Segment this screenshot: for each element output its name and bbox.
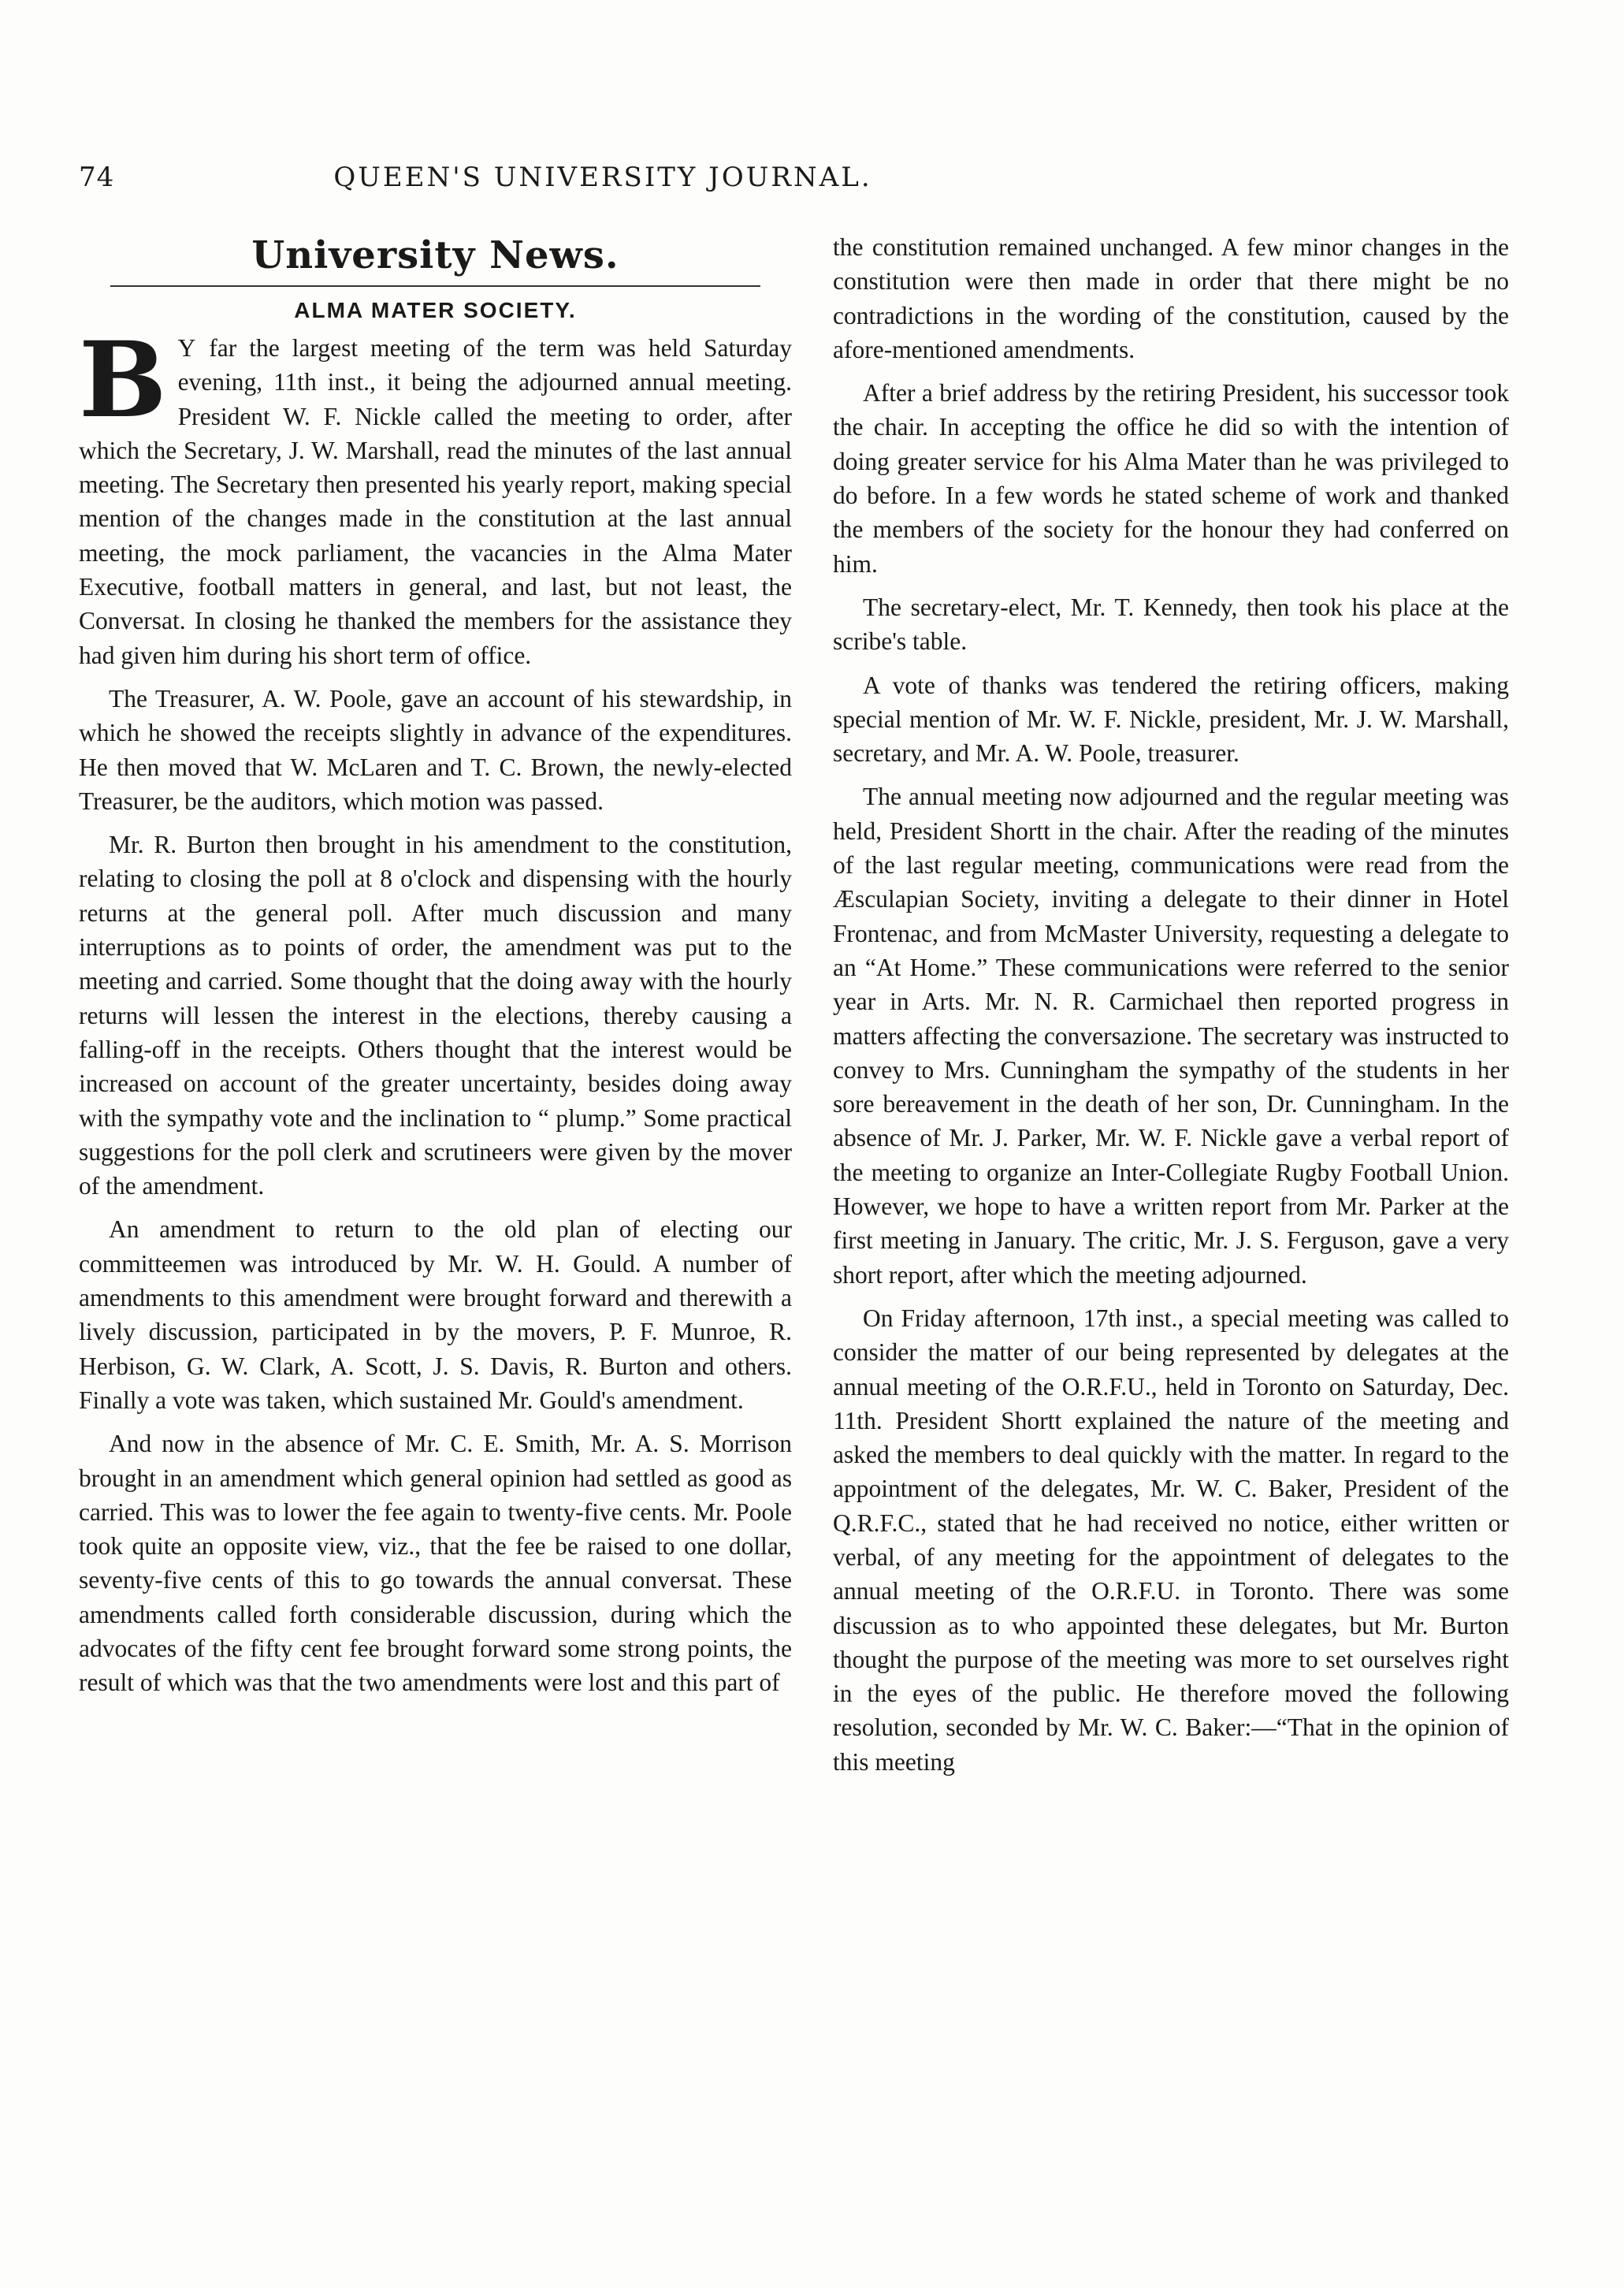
paragraph: And now in the absence of Mr. C. E. Smith, Mr. A. S. Morrison brought in an amendment which general opinion had settled as good as carried. This was to lower the fee again to twenty-five cents. Mr. Poole took quite an opposite view, viz., that the fee be raised to one dollar, seventy-five cents of this to go towards the annual conversat. These amendments called forth considerable discussion, during which the advocates of the fifty cent fee brought forward some strong points, the result of which was that the two amendments were lost and this part of <box>79 1430 792 1697</box>
title-rule <box>110 285 760 287</box>
section-subtitle: ALMA MATER SOCIETY. <box>294 298 577 322</box>
paragraph: An amendment to return to the old plan of electing our committeemen was introduced by Mr. W. H. Gould. A number of amendments to this amendment were brought forward and therewith a lively discussion, participated in by the movers, P. F. Munroe, R. Herbison, G. W. Clark, A. Scott, J. S. Davis, R. Burton and others. Finally a vote was taken, which sustained Mr. Gould's amendment. <box>79 1215 792 1414</box>
journal-title: QUEEN'S UNIVERSITY JOURNAL. <box>333 162 872 193</box>
page-number: 74 <box>79 162 115 193</box>
continued-paragraph: the constitution remained unchanged. A few minor changes in the constitution were then made in order that there might be no contradictions in the wording of the constitution, caused by the afore-mentioned amendments. <box>833 233 1509 363</box>
page-header <box>79 162 1127 193</box>
drop-cap: B <box>79 319 167 441</box>
paragraph: The annual meeting now adjourned and the regular meeting was held, President Shortt in the chair. After the reading of the minutes of the last regular meeting, communications were read from the Æsculapian Society, inviting a delegate to their dinner in Hotel Frontenac, and from McMaster University, requesting a delegate to an “At Home.” These communications were referred to the senior year in Arts. Mr. N. R. Carmichael then reported progress in matters affecting the conversazione. The secretary was instructed to convey to Mrs. Cunningham the sympathy of the students in her sore bereavement in the death of her son, Dr. Cunningham. In the absence of Mr. J. Parker, Mr. W. F. Nickle gave a verbal report of the meeting to organize an Inter-Collegiate Rugby Football Union. However, we hope to have a written report from Mr. Parker at the first meeting in January. The critic, Mr. J. S. Ferguson, gave a very short report, after which the meeting adjourned. <box>833 783 1509 1289</box>
paragraph: The Treasurer, A. W. Poole, gave an account of his stewardship, in which he showed the receipts slightly in advance of the expenditures. He then moved that W. McLaren and T. C. Brown, the newly-elected Treasurer, be the auditors, which motion was passed. <box>79 684 792 815</box>
lead-text: far the largest meeting of the term was held Saturday evening, 11th inst., it being the adjourned annual meeting. President W. F. Nickle called the meeting to order, after which the Secretary, J. W. Marshall, read the minutes of the last annual meeting. The Secretary then presented his yearly report, making special mention of the changes made in the constitution at the last annual meeting, the mock parliament, the vacancies in the Alma Mater Executive, football matters in general, and last, but not least, the Conversat. In closing he thanked the members for the assistance they had given him during his short term of office. <box>79 334 792 669</box>
lead-paragraph <box>79 319 792 672</box>
paragraph: On Friday afternoon, 17th inst., a special meeting was called to consider the matter of our being represented by delegates at the annual meeting of the O.R.F.U., held in Toronto on Saturday, Dec. 11th. President Shortt explained the nature of the meeting and asked the members to deal quickly with the matter. In regard to the appointment of the delegates, Mr. W. C. Baker, President of the Q.R.F.C., stated that he had received no notice, either written or verbal, of any meeting for the appointment of delegates to the annual meeting of the O.R.F.U. in Toronto. There was some discussion as to who appointed these delegates, but Mr. Burton thought the purpose of the meeting was more to set ourselves right in the eyes of the public. He therefore moved the following resolution, seconded by Mr. W. C. Baker:—“That in the opinion of this meeting <box>833 1304 1509 1776</box>
paragraph: Mr. R. Burton then brought in his amendment to the constitution, relating to closing the poll at 8 o'clock and dispensing with the hourly returns at the general poll. After much discussion and many interruptions as to points of order, the amendment was put to the meeting and carried. Some thought that the doing away with the hourly returns will lessen the interest in the elections, thereby causing a falling-off in the receipts. Others thought that the interest would be increased on account of the greater uncertainty, besides doing away with the sympathy vote and the inclination to “ plump.” Some practical suggestions for the poll clerk and scrutineers were given by the mover of the amendment. <box>79 831 792 1200</box>
lead-first-word: Y <box>177 334 197 362</box>
section-title: University News. <box>251 233 619 277</box>
paragraph: After a brief address by the retiring President, his successor took the chair. In accepting the office he did so with the intention of doing greater service for his Alma Mater than he was privileged to do before. In a few words he stated scheme of work and thanked the members of the society for the honour they had conferred on him. <box>833 379 1509 578</box>
left-column <box>79 230 792 1709</box>
paragraph: A vote of thanks was tendered the retiring officers, making special mention of Mr. W. F. Nickle, president, Mr. J. W. Marshall, secretary, and Mr. A. W. Poole, treasurer. <box>833 671 1509 768</box>
paragraph: The secretary-elect, Mr. T. Kennedy, then took his place at the scribe's table. <box>833 593 1509 656</box>
right-column <box>833 230 1509 1788</box>
